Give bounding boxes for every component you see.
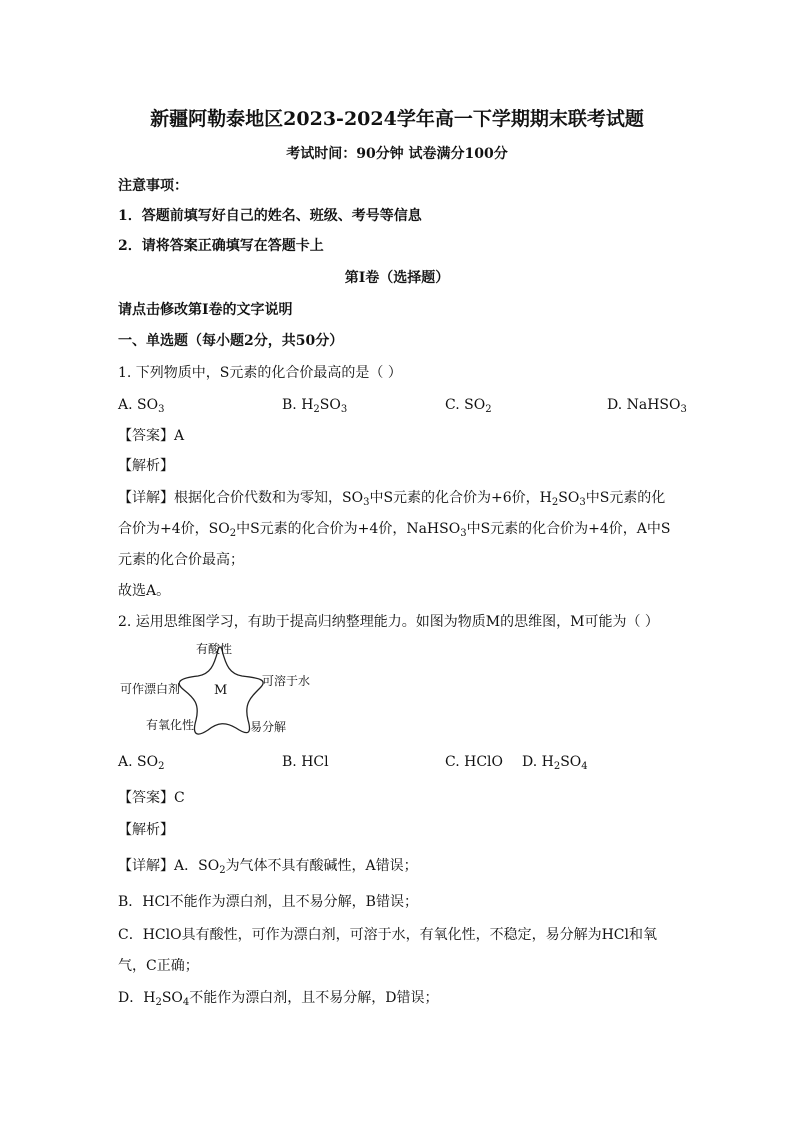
- notice-item-1: 1．答题前填写好自己的姓名、班级、考号等信息: [118, 208, 422, 224]
- q2-detail-line-1: 【详解】A．$SO_2$为气体不具有酸碱性，A错误；: [118, 858, 418, 876]
- exam-info: 考试时间：90分钟 试卷满分100分: [286, 146, 508, 162]
- label-bleach: 可作漂白剂: [120, 682, 181, 696]
- q2-option-c: C. HClO: [445, 754, 503, 770]
- q1-answer: 【答案】A: [118, 428, 185, 444]
- label-soluble: 可溶于水: [262, 674, 311, 688]
- q1-option-a: A. $SO_3$: [118, 397, 165, 415]
- q2-detail-line-5: D．$H_2SO_4$不能作为漂白剂，且不易分解，D错误；: [118, 990, 439, 1008]
- q1-detail-line-3: 元素的化合价最高；: [118, 552, 244, 568]
- volume-title: 第I卷（选择题）: [344, 270, 450, 286]
- volume-hint: 请点击修改第I卷的文字说明: [118, 302, 293, 318]
- q1-detail-line-2: 合价为+4价，$SO_2$中S元素的化合价为+4价，NaHSO$_3$中S元素的化合价为+4价，A中S: [118, 521, 671, 539]
- q1-option-b: B. $H_2SO_3$: [282, 397, 348, 415]
- q2-answer: 【答案】C: [118, 790, 185, 806]
- label-center-m: M: [214, 683, 228, 698]
- q1-detail-line-1: 【详解】根据化合价代数和为零知，$SO_3$中S元素的化合价为+6价，$H_2SO_3$中S元素的化: [118, 490, 666, 508]
- q2-detail-line-4: 气，C正确；: [118, 958, 199, 974]
- q1-analysis: 【解析】: [118, 458, 174, 474]
- q2-detail-line-2: B．HCl不能作为漂白剂，且不易分解，B错误；: [118, 894, 418, 910]
- q2-option-b: B. HCl: [282, 754, 329, 770]
- q1-detail-line-4: 故选A。: [118, 583, 171, 599]
- q1-option-c: C. $SO_2$: [445, 397, 492, 415]
- q1-stem: 1. 下列物质中，S元素的化合价最高的是（ ）: [118, 365, 402, 381]
- label-decomposes: 易分解: [250, 720, 287, 734]
- notice-heading: 注意事项：: [118, 178, 188, 194]
- q2-option-a: A. $SO_2$: [118, 754, 165, 772]
- label-oxidizing: 有氧化性: [146, 718, 195, 732]
- notice-item-2: 2．请将答案正确填写在答题卡上: [118, 238, 324, 254]
- mind-map-diagram: [110, 636, 330, 746]
- label-acidic: 有酸性: [196, 642, 233, 656]
- page-title: 新疆阿勒泰地区2023-2024学年高一下学期期末联考试题: [150, 108, 644, 130]
- q1-option-d: D. NaHSO$_3$: [607, 397, 687, 415]
- q2-detail-line-3: C．HClO具有酸性，可作为漂白剂，可溶于水，有氧化性，不稳定，易分解为HCl和氧: [118, 927, 657, 943]
- section-title: 一、单选题（每小题2分，共50分）: [118, 333, 344, 349]
- q2-stem: 2. 运用思维图学习，有助于提高归纳整理能力。如图为物质M的思维图，M可能为（ ）: [118, 614, 659, 630]
- q2-analysis: 【解析】: [118, 822, 174, 838]
- q2-option-d: D. $H_2SO_4$: [522, 754, 588, 772]
